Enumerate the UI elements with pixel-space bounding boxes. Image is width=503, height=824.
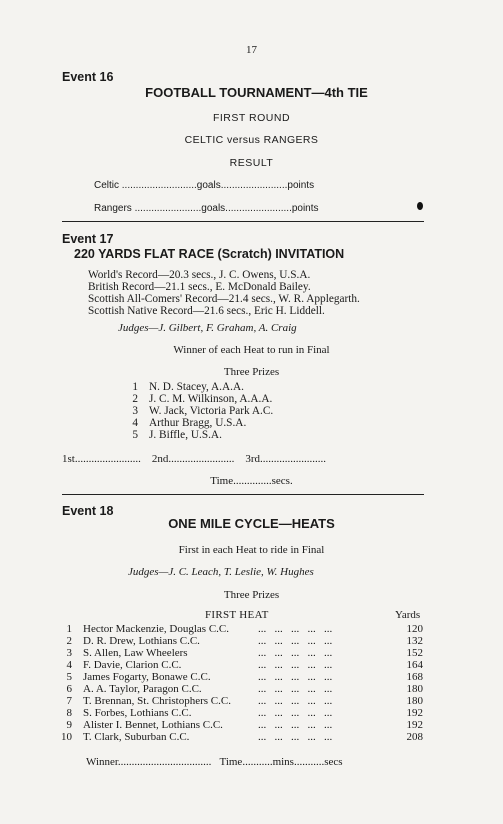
rider-number: 2 xyxy=(66,635,72,647)
event-18-note: First in each Heat to ride in Final xyxy=(178,544,325,556)
rider-name: S. Allen, Law Wheelers xyxy=(83,647,188,659)
event-18-label: Event 18 xyxy=(62,504,114,518)
event-18-title: ONE MILE CYCLE—HEATS xyxy=(168,516,335,531)
event-18-judges: Judges—J. C. Leach, T. Leslie, W. Hughes xyxy=(128,566,314,578)
event-16-round: FIRST ROUND xyxy=(212,112,291,124)
rider-name: James Fogarty, Bonawe C.C. xyxy=(83,671,211,683)
entrant-number: 5 xyxy=(132,429,138,441)
rider-number: 5 xyxy=(66,671,72,683)
rider-yards: 180 xyxy=(406,683,423,695)
rider-number: 8 xyxy=(66,707,72,719)
event-17-prizes: Three Prizes xyxy=(223,366,280,378)
record-scottish-all-comers: Scottish All-Comers' Record—21.4 secs., W. R. Applegarth. xyxy=(88,293,360,305)
dot-leaders: ... ... ... ... ... xyxy=(258,719,333,731)
rangers-result-line: Rangers ........................goals........................points xyxy=(94,203,319,214)
heat-title: FIRST HEAT xyxy=(205,609,269,621)
entrant-name: Arthur Bragg, U.S.A. xyxy=(149,417,247,429)
ink-blot xyxy=(417,202,423,210)
event-17-title: 220 YARDS FLAT RACE (Scratch) INVITATION xyxy=(74,247,345,261)
entrant-number: 2 xyxy=(132,393,138,405)
event-18-footer-line: Winner.................................. Time...........mins...........secs xyxy=(86,756,343,768)
table-row xyxy=(0,623,503,635)
rider-yards: 192 xyxy=(406,707,423,719)
rider-yards: 192 xyxy=(406,719,423,731)
entrant-name: W. Jack, Victoria Park A.C. xyxy=(149,405,274,417)
table-row xyxy=(0,707,503,719)
dot-leaders: ... ... ... ... ... xyxy=(258,695,333,707)
page-number: 17 xyxy=(246,44,257,56)
event-17-label: Event 17 xyxy=(62,232,114,246)
entrant-number: 3 xyxy=(132,405,138,417)
table-row xyxy=(0,671,503,683)
rider-name: S. Forbes, Lothians C.C. xyxy=(83,707,192,719)
table-row xyxy=(0,719,503,731)
rider-name: A. A. Taylor, Paragon C.C. xyxy=(83,683,202,695)
rider-name: Hector Mackenzie, Douglas C.C. xyxy=(83,623,230,635)
rider-number: 6 xyxy=(66,683,72,695)
rider-number: 4 xyxy=(66,659,72,671)
rider-yards: 132 xyxy=(406,635,423,647)
rider-number: 1 xyxy=(66,623,72,635)
rider-yards: 208 xyxy=(406,731,423,743)
event-17-time-line: Time..............secs. xyxy=(210,475,293,487)
table-row xyxy=(0,647,503,659)
record-world: World's Record—20.3 secs., J. C. Owens, U.S.A. xyxy=(88,269,311,281)
dot-leaders: ... ... ... ... ... xyxy=(258,623,333,635)
rider-yards: 120 xyxy=(406,623,423,635)
yards-header: Yards xyxy=(395,609,421,621)
divider-2 xyxy=(62,494,424,495)
dot-leaders: ... ... ... ... ... xyxy=(258,659,333,671)
dot-leaders: ... ... ... ... ... xyxy=(258,683,333,695)
event-17-note: Winner of each Heat to run in Final xyxy=(173,344,330,356)
rider-number: 10 xyxy=(61,731,72,743)
table-row xyxy=(0,731,503,743)
table-row xyxy=(0,683,503,695)
rider-name: Alister I. Bennet, Lothians C.C. xyxy=(83,719,223,731)
entrant-number: 1 xyxy=(132,381,138,393)
dot-leaders: ... ... ... ... ... xyxy=(258,671,333,683)
record-british: British Record—21.1 secs., E. McDonald Bailey. xyxy=(88,281,311,293)
divider-1 xyxy=(62,221,424,222)
event-16-title: FOOTBALL TOURNAMENT—4th TIE xyxy=(145,85,368,100)
rider-name: D. R. Drew, Lothians C.C. xyxy=(83,635,200,647)
rider-number: 7 xyxy=(66,695,72,707)
rider-number: 9 xyxy=(66,719,72,731)
entrant-name: J. Biffle, U.S.A. xyxy=(149,429,222,441)
event-18-prizes: Three Prizes xyxy=(223,589,280,601)
table-row xyxy=(0,695,503,707)
entrant-number: 4 xyxy=(132,417,138,429)
rider-yards: 164 xyxy=(406,659,423,671)
dot-leaders: ... ... ... ... ... xyxy=(258,647,333,659)
rider-yards: 180 xyxy=(406,695,423,707)
celtic-result-line: Celtic ...........................goals........................points xyxy=(94,180,315,191)
event-17-judges: Judges—J. Gilbert, F. Graham, A. Craig xyxy=(118,322,297,334)
dot-leaders: ... ... ... ... ... xyxy=(258,635,333,647)
rider-number: 3 xyxy=(66,647,72,659)
placings-line: 1st........................ 2nd........................ 3rd........................ xyxy=(62,453,326,465)
rider-yards: 152 xyxy=(406,647,423,659)
table-row xyxy=(0,635,503,647)
event-16-result-heading: RESULT xyxy=(229,157,274,169)
dot-leaders: ... ... ... ... ... xyxy=(258,731,333,743)
rider-name: T. Brennan, St. Christophers C.C. xyxy=(83,695,231,707)
record-scottish-native: Scottish Native Record—21.6 secs., Eric H. Liddell. xyxy=(88,305,325,317)
event-16-label: Event 16 xyxy=(62,70,114,84)
event-16-match: CELTIC versus RANGERS xyxy=(184,134,319,146)
table-row xyxy=(0,659,503,671)
dot-leaders: ... ... ... ... ... xyxy=(258,707,333,719)
rider-name: T. Clark, Suburban C.C. xyxy=(83,731,190,743)
rider-yards: 168 xyxy=(406,671,423,683)
rider-name: F. Davie, Clarion C.C. xyxy=(83,659,182,671)
entrant-name: N. D. Stacey, A.A.A. xyxy=(149,381,244,393)
entrant-name: J. C. M. Wilkinson, A.A.A. xyxy=(149,393,273,405)
